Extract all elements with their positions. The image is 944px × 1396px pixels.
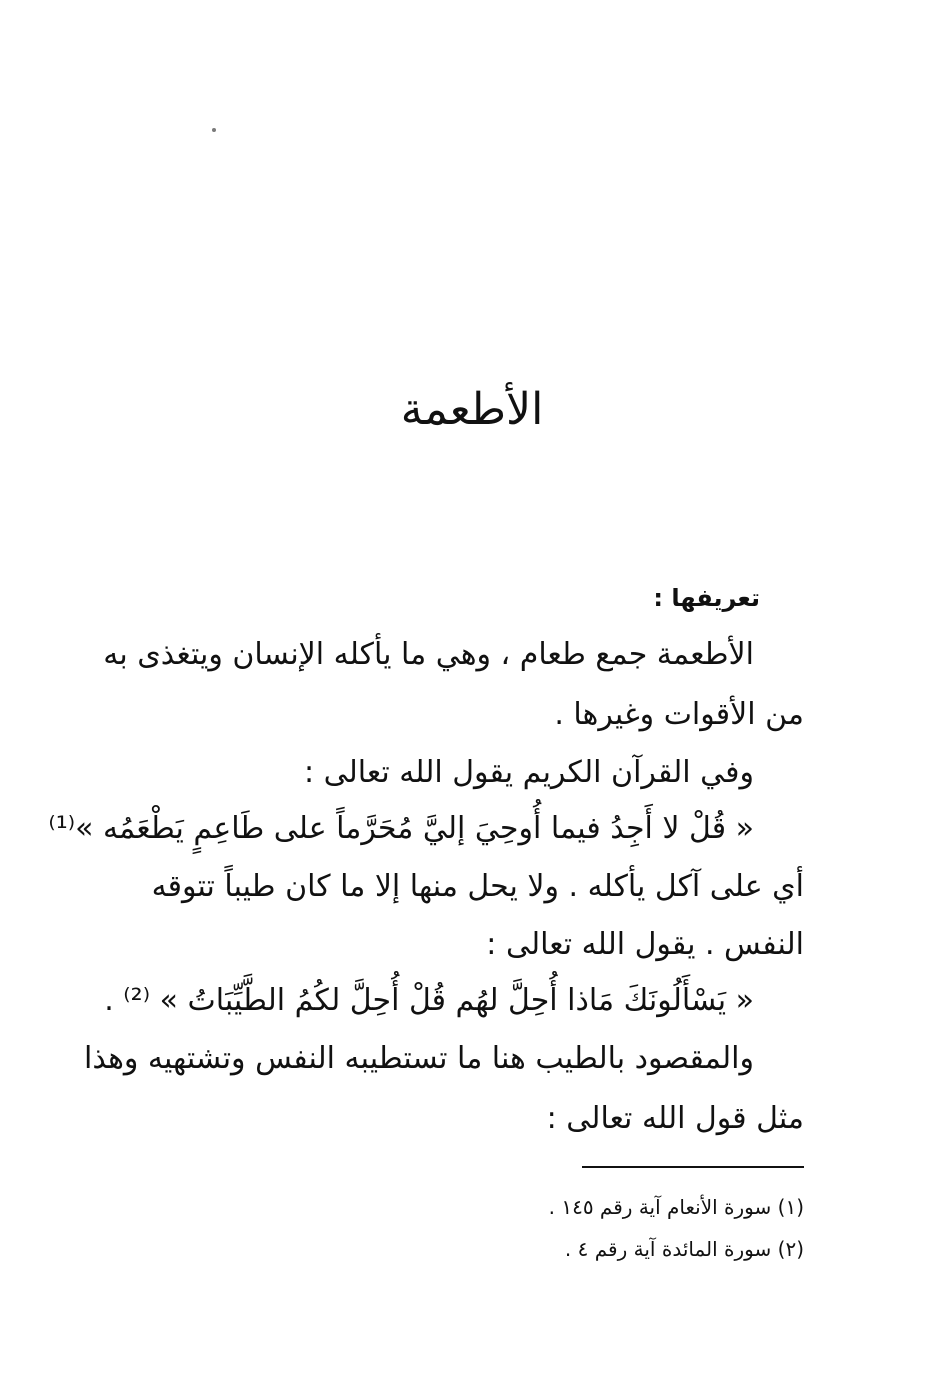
- quran-verse-2: « يَسْأَلُونَكَ مَاذا أُحِلَّ لهُم قُلْ أُحِلَّ لكُمُ الطَّيِّبَاتُ » ⁽²⁾ .: [104, 983, 754, 1018]
- paragraph-line-1: الأطعمة جمع طعام ، وهي ما يأكله الإنسان ويتغذى به: [103, 637, 754, 672]
- chapter-title: الأطعمة: [400, 384, 544, 435]
- paragraph-line-5: أي على آكل يأكله . ولا يحل منها إلا ما كان طيباً تتوقه: [151, 869, 804, 904]
- footnote-divider: [582, 1166, 804, 1168]
- quran-verse-1: « قُلْ لا أَجِدُ فيما أُوحِيَ إليَّ مُحَرَّماً على طَاعِمٍ يَطْعَمُه »⁽¹⁾: [48, 811, 754, 846]
- paragraph-line-6: النفس . يقول الله تعالى :: [486, 927, 804, 962]
- paragraph-line-8: والمقصود بالطيب هنا ما تستطيبه النفس وتشتهيه وهذا: [83, 1041, 754, 1076]
- footnote-2: (٢) سورة المائدة آية رقم ٤ .: [564, 1237, 804, 1261]
- paragraph-line-3: وفي القرآن الكريم يقول الله تعالى :: [303, 755, 754, 790]
- footnote-1: (١) سورة الأنعام آية رقم ١٤٥ .: [548, 1195, 804, 1219]
- section-heading: تعريفها :: [653, 584, 760, 612]
- paragraph-line-9: مثل قول الله تعالى :: [546, 1101, 804, 1136]
- stray-ink-mark: [212, 128, 216, 132]
- paragraph-line-2: من الأقوات وغيرها .: [554, 697, 804, 732]
